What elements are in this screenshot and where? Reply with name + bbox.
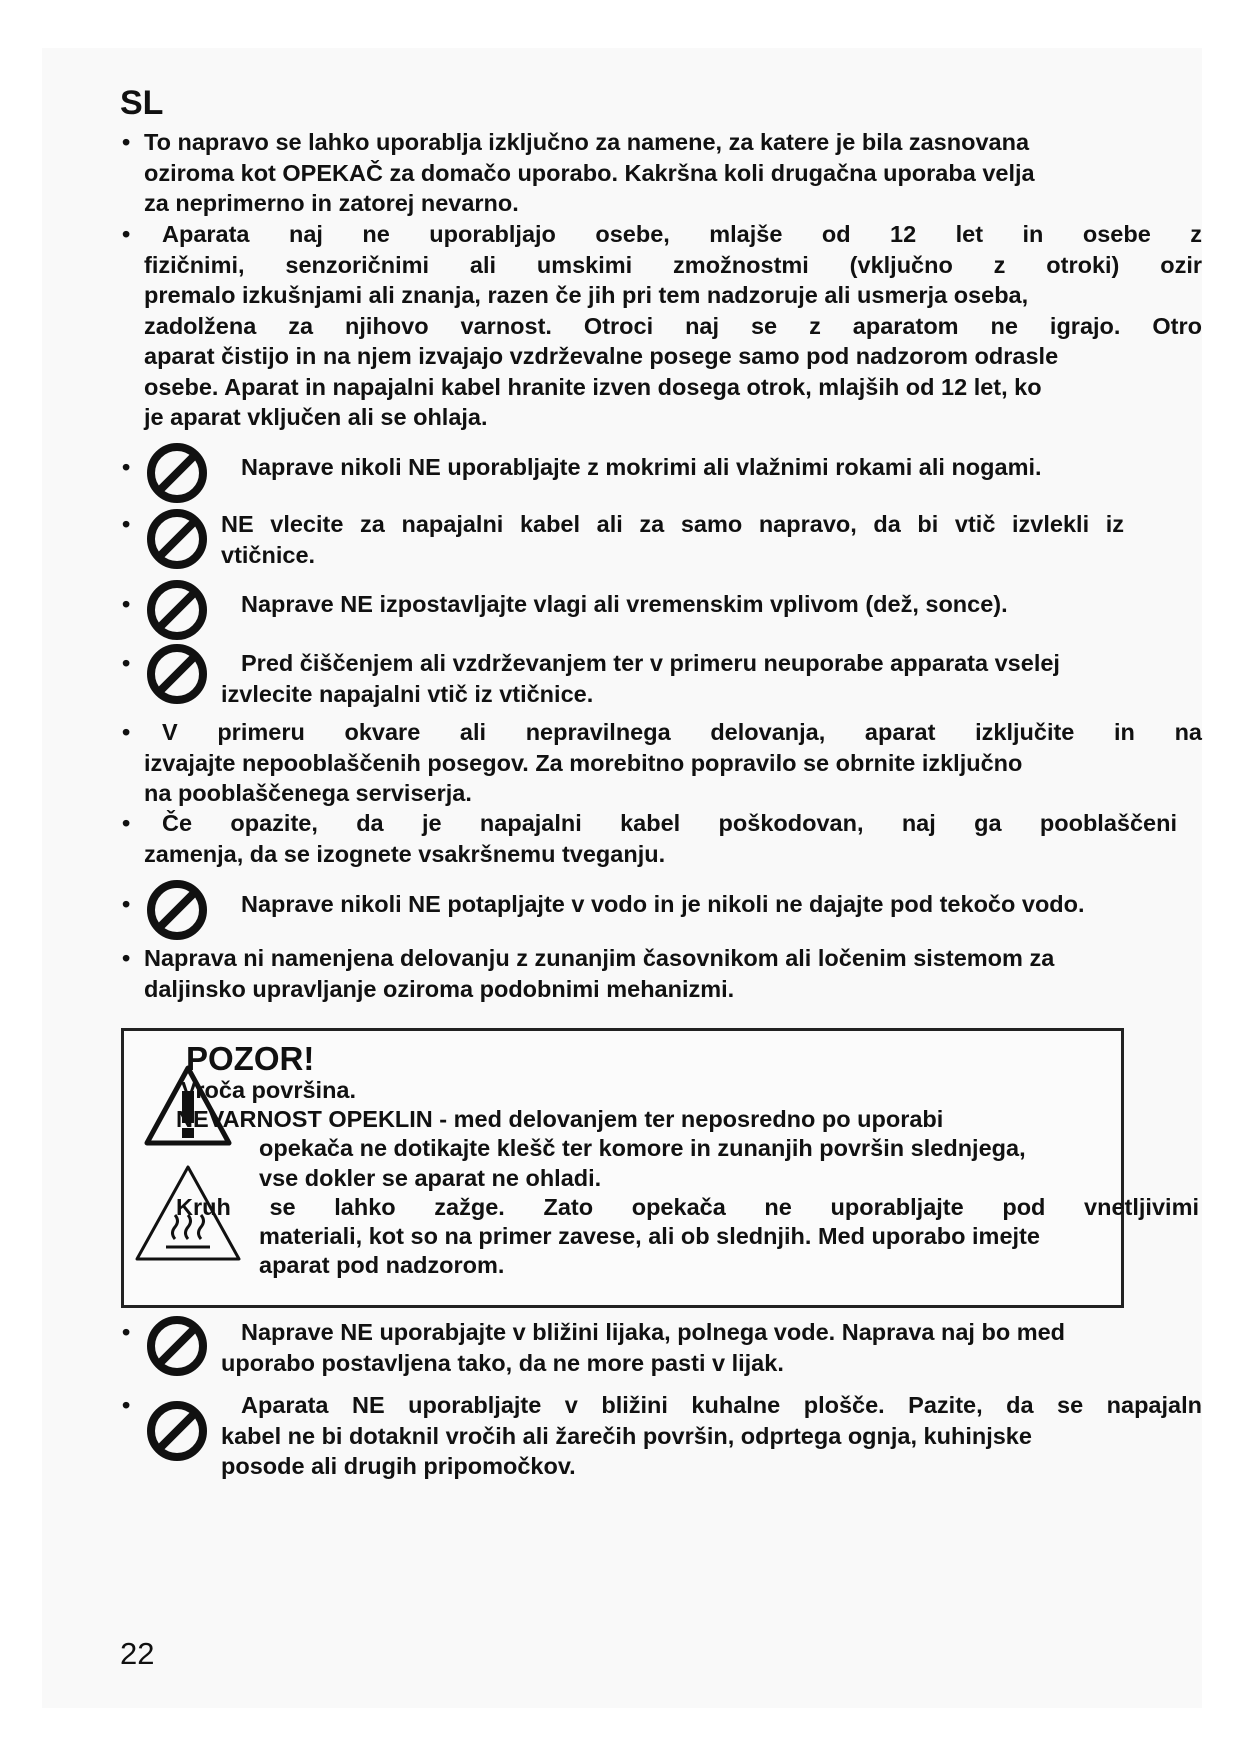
prohibition-icon [146, 879, 208, 941]
text-line: Pred čiščenjem ali vzdrževanjem ter v primeru neuporabe apparata vselej [241, 650, 1060, 676]
text-line: zamenja, da se izognete vsakršnemu tveganju. [144, 840, 666, 867]
prohibition-icon [146, 508, 208, 570]
page-number: 22 [120, 1636, 155, 1671]
warning-line: Vroča površina. [181, 1077, 357, 1103]
text-line: To napravo se lahko uporablja izključno za namene, za katere je bila zasnovana [144, 129, 1030, 155]
text-line: oziroma kot OPEKAČ za domačo uporabo. Kakršna koli drugačna uporaba velja [144, 159, 1035, 186]
bullet-moisture [122, 589, 1008, 620]
text-line: uporabo postavljena tako, da ne more pasti v lijak. [221, 1349, 784, 1376]
bullet-external-timer [122, 943, 1055, 1004]
text-line: fizičnimi, senzoričnimi ali umskimi zmožnostmi (vključno z otroki) ozir [144, 251, 1202, 278]
text-line: daljinsko upravljanje oziroma podobnimi mehanizmi. [144, 975, 735, 1002]
warning-line: aparat pod nadzorom. [259, 1252, 505, 1278]
prohibition-icon [146, 1400, 208, 1462]
bullet-dot: • [122, 1392, 131, 1418]
text-line: Aparata NE uporabljajte v bližini kuhalne plošče. Pazite, da se napajaln [241, 1392, 1202, 1418]
text-line: posode ali drugih pripomočkov. [221, 1453, 576, 1479]
bullet-persons [122, 219, 1202, 433]
warning-title: POZOR! [186, 1040, 315, 1077]
text-line: Naprave NE izpostavljajte vlagi ali vremenskim vplivom (dež, sonce). [241, 591, 1008, 617]
bullet-immerse [122, 889, 1085, 920]
bullet-pull-cable [122, 509, 1124, 570]
prohibition-icon [146, 579, 208, 641]
text-line: Naprava ni namenjena delovanju z zunanjim časovnikom ali ločenim sistemom za [144, 945, 1055, 971]
text-line: izvlecite napajalni vtič iz vtičnice. [221, 680, 594, 707]
bullet-dot: • [122, 591, 131, 617]
text-line: Aparata naj ne uporabljajo osebe, mlajše od 12 let in osebe z [162, 221, 1202, 247]
warning-line: vse dokler se aparat ne ohladi. [259, 1165, 602, 1191]
text-line: osebe. Aparat in napajalni kabel hranite izven dosega otrok, mlajših od 12 let, ko [144, 373, 1042, 400]
bullet-intended-use [122, 127, 1124, 219]
bullet-wet-hands [122, 452, 1042, 483]
bullet-dot: • [122, 1319, 131, 1345]
prohibition-icon [146, 643, 208, 705]
text-line: vtičnice. [221, 541, 316, 568]
text-line: Če opazite, da je napajalni kabel poškodovan, naj ga pooblaščeni [162, 810, 1177, 836]
warning-line: NEVARNOST OPEKLIN - med delovanjem ter neposredno po uporabi [176, 1106, 944, 1132]
bullet-dot: • [122, 221, 131, 247]
text-line: Naprave nikoli NE potapljajte v vodo in je nikoli ne dajajte pod tekočo vodo. [241, 891, 1085, 917]
bullet-damaged-cable [122, 808, 1177, 869]
language-code: SL [120, 84, 164, 122]
text-line: NE vlecite za napajalni kabel ali za samo napravo, da bi vtič izvlekli iz [221, 511, 1124, 537]
text-line: Naprave nikoli NE uporabljajte z mokrimi ali vlažnimi rokami ali nogami. [241, 454, 1042, 480]
text-line: je aparat vključen ali se ohlaja. [144, 404, 488, 430]
bullet-dot: • [122, 454, 131, 480]
bullet-near-hotplate [122, 1390, 1202, 1482]
text-line: Naprave NE uporabjajte v bližini lijaka, polnega vode. Naprava naj bo med [241, 1319, 1066, 1345]
bullet-near-sink [122, 1317, 1066, 1378]
prohibition-icon [146, 1315, 208, 1377]
bullet-dot: • [122, 719, 131, 745]
warning-line: opekača ne dotikajte klešč ter komore in zunanjih površin slednjega, [259, 1135, 1026, 1161]
bullet-dot: • [122, 650, 131, 676]
text-line: V primeru okvare ali nepravilnega delovanja, aparat izključite in na [162, 719, 1202, 745]
text-line: za neprimerno in zatorej nevarno. [144, 190, 519, 216]
text-line: izvajajte nepooblaščenih posegov. Za morebitno popravilo se obrnite izključno [144, 749, 1023, 776]
bullet-unplug [122, 648, 1060, 709]
text-line: zadolžena za njihovo varnost. Otroci naj se z aparatom ne igrajo. Otro [144, 312, 1202, 339]
warning-line: materiali, kot so na primer zavese, ali ob slednjih. Med uporabo imejte [259, 1223, 1040, 1249]
bullet-dot: • [122, 891, 131, 917]
bullet-dot: • [122, 810, 131, 836]
text-line: aparat čistijo in na njem izvajajo vzdrževalne posege samo pod nadzorom odrasle [144, 343, 1059, 369]
bullet-dot: • [122, 129, 131, 155]
bullet-dot: • [122, 511, 131, 537]
bullet-dot: • [122, 945, 131, 971]
text-line: premalo izkušnjami ali znanja, razen če jih pri tem nadzoruje ali usmerja oseba, [144, 282, 1029, 308]
prohibition-icon [146, 442, 208, 504]
bullet-malfunction [122, 717, 1202, 809]
warning-line: Kruh se lahko zažge. Zato opekača ne uporabljajte pod vnetljivimi [176, 1194, 1199, 1220]
text-line: kabel ne bi dotaknil vročih ali žarečih površin, odprtega ognja, kuhinjske [221, 1422, 1032, 1449]
text-line: na pooblaščenega serviserja. [144, 780, 472, 806]
